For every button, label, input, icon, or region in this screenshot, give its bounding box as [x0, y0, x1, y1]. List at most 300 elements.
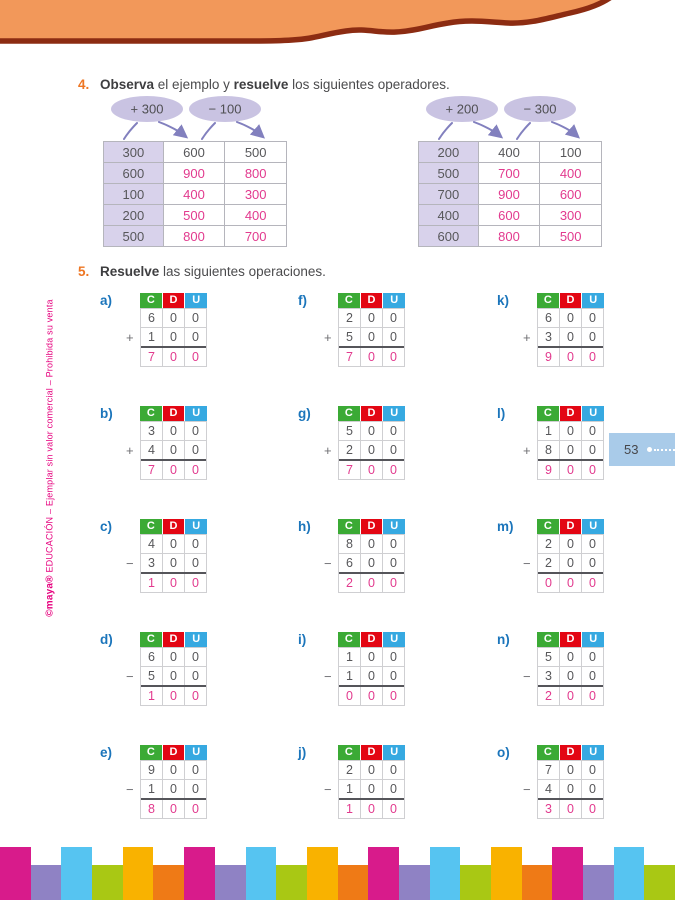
digit-cell: 1 [339, 780, 361, 798]
operation-sign: − [523, 669, 531, 684]
place-value-header [537, 406, 604, 421]
top-row [339, 648, 404, 666]
bottom-row [339, 440, 404, 459]
place-value-d: D [560, 519, 582, 534]
digit-cell: 0 [361, 800, 383, 818]
problem-label: e) [100, 745, 113, 760]
answer-row [141, 685, 206, 705]
top-row [538, 761, 603, 779]
place-value-c: C [140, 519, 162, 534]
answer-value: 400 [225, 205, 287, 226]
example-value: 100 [540, 142, 602, 163]
digit-cell: 0 [589, 350, 596, 364]
digit-cell: 8 [538, 441, 560, 459]
digit-cell: 0 [390, 763, 397, 777]
digit-cell: 0 [589, 689, 596, 703]
place-value-c: C [140, 632, 162, 647]
answer-value: 500 [163, 205, 225, 226]
digit-cell: 0 [560, 461, 582, 479]
digit-cell: 0 [192, 556, 199, 570]
operator-row [419, 205, 602, 226]
operator-diagram [103, 95, 287, 247]
operation-problem [100, 632, 298, 706]
digit-cell: 0 [589, 802, 596, 816]
operator-label-2: − 100 [208, 101, 242, 117]
digit-cell: 0 [361, 667, 383, 685]
place-value-header [338, 745, 405, 760]
bottom-row [141, 779, 206, 798]
digit-cell: 6 [538, 309, 560, 327]
top-row [141, 648, 206, 666]
exercise4-number: 4. [78, 77, 90, 92]
digit-cell: 3 [141, 422, 163, 440]
digit-grid [338, 760, 405, 819]
digit-cell: 0 [163, 441, 185, 459]
problem-label: b) [100, 406, 113, 421]
publisher-logo: ©maya® [44, 575, 56, 617]
digit-cell: 1 [141, 328, 163, 346]
place-value-u: U [582, 745, 604, 760]
example-value: 600 [163, 142, 225, 163]
digit-cell: 0 [361, 461, 383, 479]
digit-cell: 0 [339, 687, 361, 705]
place-value-u: U [383, 519, 405, 534]
footer-color-bars [0, 847, 675, 900]
answer-row [538, 459, 603, 479]
digit-cell: 0 [560, 800, 582, 818]
footer-bar [368, 847, 399, 900]
digit-cell: 0 [163, 554, 185, 572]
digit-cell: 0 [589, 782, 596, 796]
digit-cell: 0 [192, 689, 199, 703]
problem-label: g) [298, 406, 311, 421]
operation-sign: − [126, 556, 134, 571]
digit-cell: 2 [538, 687, 560, 705]
digit-cell: 0 [390, 556, 397, 570]
digit-cell: 0 [192, 669, 199, 683]
digit-cell: 0 [361, 574, 383, 592]
digit-cell: 0 [390, 537, 397, 551]
input-value: 600 [104, 163, 164, 184]
problem-label: n) [497, 632, 510, 647]
answer-row [339, 459, 404, 479]
input-value: 400 [419, 205, 479, 226]
place-value-header [537, 745, 604, 760]
digit-grid [140, 421, 207, 480]
digit-cell: 3 [141, 554, 163, 572]
operator-row [419, 163, 602, 184]
digit-cell: 0 [361, 761, 383, 779]
digit-cell: 0 [163, 648, 185, 666]
bottom-row [339, 327, 404, 346]
bottom-row [141, 440, 206, 459]
operation-sign: + [523, 330, 531, 345]
answer-row [141, 798, 206, 818]
footer-bar [246, 847, 277, 900]
digit-cell: 1 [141, 574, 163, 592]
digit-cell: 0 [560, 761, 582, 779]
title-segment: Resuelve [100, 264, 160, 279]
place-value-d: D [560, 293, 582, 308]
problem-label: a) [100, 293, 113, 308]
problem-label: h) [298, 519, 311, 534]
top-row [538, 648, 603, 666]
place-value-u: U [383, 293, 405, 308]
digit-grid [140, 308, 207, 367]
digit-cell: 0 [192, 424, 199, 438]
page-number: 53 [624, 442, 639, 457]
digit-cell: 0 [589, 311, 596, 325]
footer-bar [31, 865, 62, 900]
operator-table [103, 141, 287, 247]
digit-cell: 0 [390, 311, 397, 325]
digit-cell: 0 [163, 800, 185, 818]
input-value: 500 [419, 163, 479, 184]
digit-grid [537, 308, 604, 367]
top-row [339, 422, 404, 440]
operation-sign: − [324, 556, 332, 571]
input-value: 700 [419, 184, 479, 205]
digit-cell: 0 [192, 350, 199, 364]
digit-cell: 8 [339, 535, 361, 553]
operation-sign: − [126, 669, 134, 684]
footer-bar [153, 865, 184, 900]
badge-dotted-line [654, 449, 675, 451]
answer-row [339, 572, 404, 592]
digit-cell: 0 [361, 441, 383, 459]
answer-value: 600 [478, 205, 540, 226]
digit-grid [338, 421, 405, 480]
problem-label: m) [497, 519, 514, 534]
digit-cell: 0 [390, 689, 397, 703]
digit-cell: 7 [141, 348, 163, 366]
place-value-header [338, 406, 405, 421]
digit-cell: 0 [560, 687, 582, 705]
title-segment: los siguientes operadores. [288, 77, 450, 92]
operator-label-1: + 200 [445, 101, 479, 117]
title-segment: resuelve [233, 77, 289, 92]
place-value-c: C [338, 519, 360, 534]
place-value-d: D [560, 632, 582, 647]
problem-label: l) [497, 406, 506, 421]
top-row [339, 309, 404, 327]
answer-value: 900 [478, 184, 540, 205]
digit-cell: 0 [560, 441, 582, 459]
digit-cell: 0 [163, 535, 185, 553]
place-value-header [338, 632, 405, 647]
footer-bar [644, 865, 675, 900]
footer-bar [123, 847, 154, 900]
top-row [141, 309, 206, 327]
digit-cell: 0 [361, 422, 383, 440]
problem-label: k) [497, 293, 510, 308]
digit-cell: 2 [339, 309, 361, 327]
digit-cell: 1 [339, 667, 361, 685]
place-value-c: C [338, 406, 360, 421]
arrow-icon [474, 122, 500, 136]
digit-cell: 1 [339, 800, 361, 818]
footer-bar [399, 865, 430, 900]
place-value-u: U [582, 293, 604, 308]
digit-cell: 0 [589, 556, 596, 570]
digit-cell: 0 [361, 535, 383, 553]
place-value-d: D [163, 745, 185, 760]
exercise4-title-text [100, 76, 450, 93]
digit-cell: 0 [192, 443, 199, 457]
digit-grid [338, 647, 405, 706]
operator-table [418, 141, 602, 247]
connector-line [124, 123, 137, 139]
place-value-header [537, 519, 604, 534]
top-row [339, 535, 404, 553]
operation-problem [497, 745, 675, 819]
digit-cell: 2 [339, 574, 361, 592]
place-value-c: C [338, 293, 360, 308]
place-value-c: C [140, 406, 162, 421]
place-value-d: D [560, 745, 582, 760]
answer-value: 900 [163, 163, 225, 184]
digit-cell: 5 [141, 667, 163, 685]
place-value-u: U [582, 519, 604, 534]
digit-grid [338, 308, 405, 367]
digit-cell: 0 [361, 309, 383, 327]
place-value-u: U [185, 293, 207, 308]
answer-value: 400 [540, 163, 602, 184]
operation-sign: − [523, 782, 531, 797]
answer-row [538, 798, 603, 818]
place-value-d: D [560, 406, 582, 421]
exercise4-title [78, 76, 675, 93]
digit-cell: 0 [192, 763, 199, 777]
digit-cell: 7 [339, 348, 361, 366]
digit-cell: 0 [390, 463, 397, 477]
digit-cell: 0 [390, 802, 397, 816]
digit-cell: 0 [589, 443, 596, 457]
input-value: 500 [104, 226, 164, 247]
footer-bar [614, 847, 645, 900]
input-value: 600 [419, 226, 479, 247]
top-row [141, 535, 206, 553]
answer-row [538, 346, 603, 366]
digit-cell: 5 [538, 648, 560, 666]
input-value: 200 [419, 142, 479, 163]
operation-problem [298, 406, 497, 480]
answer-value: 300 [225, 184, 287, 205]
answer-row [339, 685, 404, 705]
footer-bar [522, 865, 553, 900]
footer-bar [276, 865, 307, 900]
digit-grid [537, 647, 604, 706]
digit-cell: 1 [339, 648, 361, 666]
digit-cell: 3 [538, 667, 560, 685]
header-wave [0, 0, 675, 60]
answer-value: 400 [163, 184, 225, 205]
digit-cell: 0 [192, 782, 199, 796]
connector-line [439, 123, 452, 139]
answer-row [141, 459, 206, 479]
digit-cell: 4 [538, 780, 560, 798]
digit-cell: 2 [538, 554, 560, 572]
answer-row [339, 346, 404, 366]
title-segment: el ejemplo y [154, 77, 234, 92]
answer-value: 800 [478, 226, 540, 247]
digit-cell: 6 [339, 554, 361, 572]
digit-cell: 0 [361, 780, 383, 798]
digit-cell: 0 [390, 350, 397, 364]
input-value: 200 [104, 205, 164, 226]
operator-tables-row [103, 95, 675, 247]
digit-cell: 1 [141, 687, 163, 705]
digit-cell: 0 [560, 554, 582, 572]
place-value-d: D [361, 745, 383, 760]
digit-cell: 0 [560, 667, 582, 685]
digit-cell: 9 [538, 348, 560, 366]
operation-sign: − [523, 556, 531, 571]
digit-grid [338, 534, 405, 593]
digit-cell: 2 [339, 441, 361, 459]
operator-label-2: − 300 [523, 101, 557, 117]
operation-problem [100, 293, 298, 367]
top-row [538, 422, 603, 440]
digit-grid [537, 421, 604, 480]
bottom-row [538, 779, 603, 798]
copyright-note [45, 299, 56, 617]
place-value-c: C [537, 519, 559, 534]
place-value-header [140, 519, 207, 534]
place-value-d: D [361, 293, 383, 308]
exercise5-title-text [100, 263, 326, 280]
place-value-d: D [361, 406, 383, 421]
place-value-c: C [338, 632, 360, 647]
operation-problem [497, 293, 675, 367]
place-value-c: C [140, 293, 162, 308]
place-value-d: D [163, 519, 185, 534]
digit-cell: 0 [390, 650, 397, 664]
digit-cell: 0 [390, 576, 397, 590]
operator-row [419, 184, 602, 205]
problem-label: c) [100, 519, 113, 534]
operation-sign: + [324, 330, 332, 345]
digit-cell: 0 [390, 443, 397, 457]
connector-line [202, 123, 215, 139]
operation-sign: + [523, 443, 531, 458]
digit-grid [140, 647, 207, 706]
digit-cell: 4 [141, 441, 163, 459]
digit-cell: 7 [141, 461, 163, 479]
copyright-text: EDUCACIÓN – Ejemplar sin valor comercial – Prohibida su venta [44, 299, 55, 576]
digit-cell: 0 [192, 537, 199, 551]
bottom-row [538, 440, 603, 459]
digit-cell: 2 [538, 535, 560, 553]
operation-problem [100, 745, 298, 819]
answer-row [538, 572, 603, 592]
operator-row [104, 184, 287, 205]
problems-grid [100, 293, 675, 819]
bottom-row [538, 327, 603, 346]
footer-bar [184, 847, 215, 900]
footer-bar [460, 865, 491, 900]
digit-cell: 0 [163, 687, 185, 705]
operation-problem [497, 632, 675, 706]
digit-cell: 0 [192, 463, 199, 477]
place-value-u: U [582, 406, 604, 421]
footer-bar [552, 847, 583, 900]
place-value-c: C [140, 745, 162, 760]
problem-label: o) [497, 745, 510, 760]
place-value-c: C [537, 745, 559, 760]
problem-label: j) [298, 745, 307, 760]
digit-cell: 0 [163, 761, 185, 779]
digit-cell: 0 [560, 422, 582, 440]
top-row [141, 422, 206, 440]
digit-grid [140, 760, 207, 819]
top-row [339, 761, 404, 779]
digit-cell: 0 [163, 422, 185, 440]
exercise5-title [78, 263, 675, 280]
place-value-header [537, 632, 604, 647]
place-value-header [140, 406, 207, 421]
digit-cell: 0 [163, 348, 185, 366]
answer-value: 800 [225, 163, 287, 184]
arrow-icon [237, 122, 262, 136]
digit-cell: 0 [192, 802, 199, 816]
digit-cell: 8 [141, 800, 163, 818]
footer-bar [0, 847, 31, 900]
bottom-row [339, 779, 404, 798]
digit-cell: 0 [192, 330, 199, 344]
digit-cell: 0 [589, 424, 596, 438]
digit-cell: 9 [141, 761, 163, 779]
digit-cell: 1 [141, 780, 163, 798]
digit-cell: 0 [361, 348, 383, 366]
answer-value: 300 [540, 205, 602, 226]
digit-cell: 0 [361, 554, 383, 572]
digit-cell: 0 [589, 763, 596, 777]
digit-cell: 7 [339, 461, 361, 479]
problem-label: f) [298, 293, 307, 308]
digit-cell: 2 [339, 761, 361, 779]
operator-row [104, 163, 287, 184]
connector-line [517, 123, 530, 139]
footer-bar [61, 847, 92, 900]
place-value-u: U [185, 519, 207, 534]
operation-problem [298, 632, 497, 706]
bottom-row [339, 553, 404, 572]
arrow-icon [159, 122, 185, 136]
answer-value: 800 [163, 226, 225, 247]
place-value-header [140, 293, 207, 308]
top-row [141, 761, 206, 779]
top-row [538, 309, 603, 327]
digit-cell: 0 [560, 348, 582, 366]
digit-cell: 0 [361, 648, 383, 666]
operation-problem [100, 519, 298, 593]
operation-sign: − [324, 782, 332, 797]
digit-cell: 0 [390, 669, 397, 683]
place-value-c: C [537, 293, 559, 308]
problem-label: d) [100, 632, 113, 647]
digit-cell: 0 [192, 576, 199, 590]
digit-grid [140, 534, 207, 593]
place-value-header [140, 745, 207, 760]
place-value-u: U [383, 406, 405, 421]
operation-problem [298, 293, 497, 367]
digit-cell: 0 [560, 780, 582, 798]
place-value-header [338, 293, 405, 308]
example-value: 400 [478, 142, 540, 163]
answer-value: 500 [540, 226, 602, 247]
digit-cell: 0 [192, 311, 199, 325]
